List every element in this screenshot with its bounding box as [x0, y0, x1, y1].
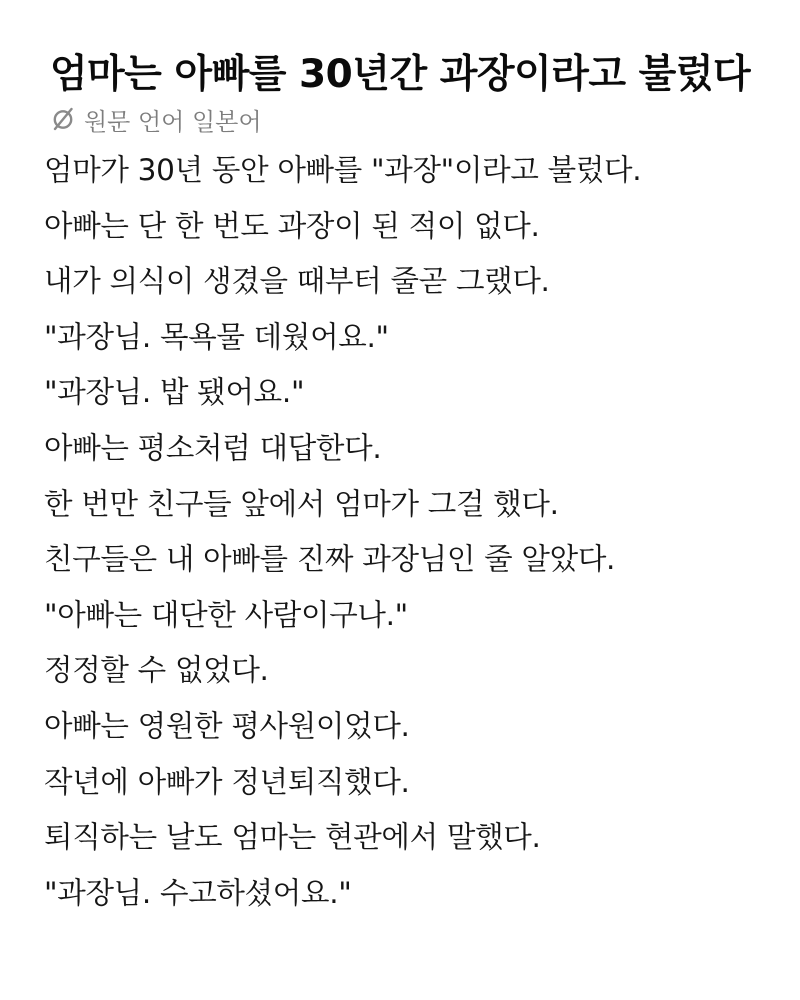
original-language-label: 원문 언어 일본어	[84, 107, 262, 136]
body-line: 아빠는 영원한 평사원이었다.	[44, 708, 410, 743]
body-line: "과장님. 수고하셨어요."	[44, 875, 352, 910]
body-line: 아빠는 평소처럼 대답한다.	[44, 430, 382, 465]
no-translate-icon	[50, 106, 76, 132]
body-line: 내가 의식이 생겼을 때부터 줄곧 그랬다.	[44, 264, 550, 299]
post-title: 엄마는 아빠를 30년간 과장이라고 불렀다	[49, 52, 751, 98]
body-line: 정정할 수 없었다.	[44, 653, 269, 688]
body-line: 작년에 아빠가 정년퇴직했다.	[44, 764, 410, 799]
body-line: 엄마가 30년 동안 아빠를 "과장"이라고 불렀다.	[44, 153, 642, 187]
body-line: 한 번만 친구들 앞에서 엄마가 그걸 했다.	[44, 486, 559, 521]
body-line: "과장님. 목욕물 데웠어요."	[44, 319, 389, 354]
body-line: 퇴직하는 날도 엄마는 현관에서 말했다.	[44, 820, 541, 855]
body-line: "아빠는 대단한 사람이구나."	[44, 597, 408, 632]
body-line: 아빠는 단 한 번도 과장이 된 적이 없다.	[44, 208, 540, 243]
post-body	[44, 143, 784, 921]
original-language-indicator[interactable]	[50, 101, 262, 137]
body-line: "과장님. 밥 됐어요."	[44, 375, 305, 410]
body-line: 친구들은 내 아빠를 진짜 과장님인 줄 알았다.	[44, 542, 616, 577]
